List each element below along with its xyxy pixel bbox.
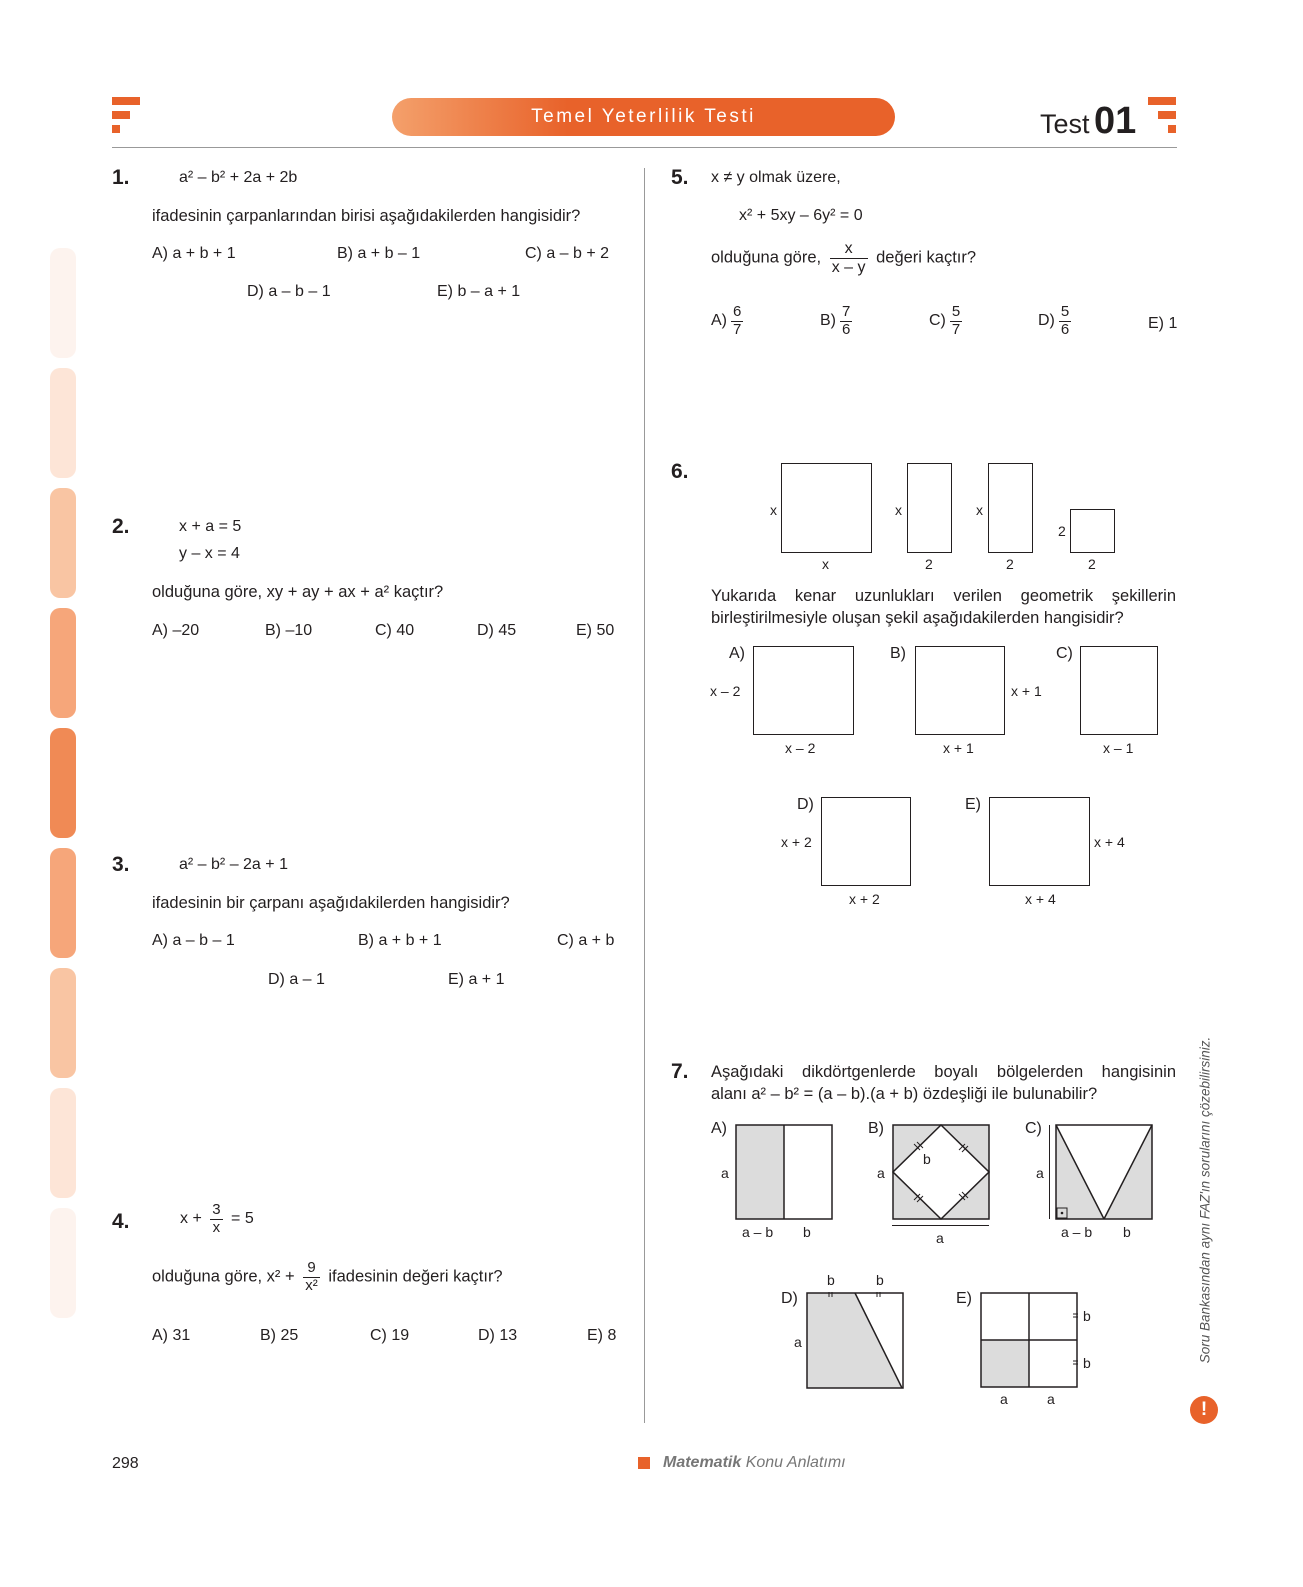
- q7-option-a-label[interactable]: A): [711, 1120, 727, 1137]
- q5-option-a[interactable]: A) $\frac{6}{7}$: [711, 303, 742, 338]
- q6-shape-label: x: [770, 502, 777, 518]
- test-logo-icon: [1148, 97, 1178, 137]
- q6-option-c-square[interactable]: [1080, 646, 1158, 735]
- q6-shape-label: x: [976, 502, 983, 518]
- q6-option-c-label[interactable]: C): [1056, 645, 1073, 662]
- q7-b-label-b: b: [923, 1151, 931, 1167]
- q5-option-d[interactable]: D) $\frac{5}{6}$: [1038, 303, 1070, 338]
- q6-option-e-side: x + 4: [1094, 834, 1125, 850]
- q7-c-side-line: [1049, 1125, 1050, 1219]
- q6-option-e-bottom: x + 4: [1025, 891, 1056, 907]
- q6-shape-rect-x2-a: [907, 463, 952, 553]
- q7-e-label-a1: a: [1000, 1391, 1008, 1407]
- q6-shape-label: x: [895, 502, 902, 518]
- column-divider: [644, 168, 645, 1423]
- q6-shape-rect-x2-b: [988, 463, 1033, 553]
- q7-e-label-b2: b: [1083, 1355, 1091, 1371]
- q7-d-label-b1: b: [827, 1272, 835, 1288]
- q7-e-label-b1: b: [1083, 1308, 1091, 1324]
- header-rule: [112, 147, 1177, 148]
- q1-question: ifadesinin çarpanlarından birisi aşağıdakilerden hangisidir?: [152, 207, 581, 225]
- q7-b-base-line: [892, 1225, 989, 1226]
- q7-a-label-amb: a – b: [742, 1224, 774, 1240]
- q2-option-c[interactable]: C) 40: [375, 622, 415, 639]
- side-tab-2: [50, 368, 76, 478]
- q6-question-line-1: Yukarıda kenar uzunlukları verilen geometrik şekillerin: [711, 587, 1176, 605]
- q6-shape-label: 2: [1006, 556, 1014, 572]
- q7-c-label-b: b: [1123, 1224, 1131, 1240]
- q7-option-d-label[interactable]: D): [781, 1290, 798, 1307]
- q1-option-b[interactable]: B) a + b – 1: [337, 245, 421, 262]
- q6-shape-label: 2: [1088, 556, 1096, 572]
- side-tab-3: [50, 488, 76, 598]
- q2-option-e[interactable]: E) 50: [576, 622, 615, 639]
- q5-number: 5.: [671, 166, 689, 189]
- q2-equation-2: y – x = 4: [179, 545, 240, 562]
- q7-c-label-amb: a – b: [1061, 1224, 1093, 1240]
- q5-option-e[interactable]: E) 1: [1148, 315, 1178, 332]
- header-banner: [392, 98, 895, 136]
- q6-question-line-2: birleştirilmesiyle oluşan şekil aşağıdakilerden hangisidir?: [711, 609, 1124, 627]
- test-number: Test 01: [1040, 100, 1137, 142]
- q2-option-d[interactable]: D) 45: [477, 622, 517, 639]
- q6-option-a-bottom: x – 2: [785, 740, 816, 756]
- q6-shape-square-2: [1070, 509, 1115, 553]
- q5-option-b[interactable]: B) $\frac{7}{6}$: [820, 303, 851, 338]
- q6-option-d-bottom: x + 2: [849, 891, 880, 907]
- q6-option-d-side: x + 2: [781, 834, 812, 850]
- q7-d-label-b2: b: [876, 1272, 884, 1288]
- side-tab-4: [50, 608, 76, 718]
- q6-option-e-square[interactable]: [989, 797, 1090, 886]
- q6-number: 6.: [671, 460, 689, 483]
- q6-option-a-square[interactable]: [753, 646, 854, 735]
- side-tab-8: [50, 1088, 76, 1198]
- q5-option-c[interactable]: C) $\frac{5}{7}$: [929, 303, 961, 338]
- publisher-logo-icon: [112, 97, 142, 137]
- q6-option-b-square[interactable]: [915, 646, 1005, 735]
- q1-number: 1.: [112, 166, 130, 189]
- q7-a-label-a: a: [721, 1165, 729, 1181]
- q7-option-b-figure[interactable]: [892, 1124, 990, 1220]
- q4-option-e[interactable]: E) 8: [587, 1327, 617, 1344]
- q6-shape-label: 2: [1058, 523, 1066, 539]
- q1-option-e[interactable]: E) b – a + 1: [437, 283, 521, 300]
- q2-option-a[interactable]: A) –20: [152, 622, 200, 639]
- q3-option-b[interactable]: B) a + b + 1: [358, 932, 442, 949]
- side-tab-7: [50, 968, 76, 1078]
- q1-option-d[interactable]: D) a – b – 1: [247, 283, 331, 300]
- q3-number: 3.: [112, 853, 130, 876]
- q6-option-b-bottom: x + 1: [943, 740, 974, 756]
- q6-shape-square-x: [781, 463, 872, 553]
- q7-option-e-figure[interactable]: [980, 1292, 1078, 1388]
- q3-option-d[interactable]: D) a – 1: [268, 971, 325, 988]
- q7-option-c-label[interactable]: C): [1025, 1120, 1042, 1137]
- side-tab-5: [50, 728, 76, 838]
- q7-question-line-1: Aşağıdaki dikdörtgenlerde boyalı bölgelerden hangisinin: [711, 1063, 1176, 1081]
- q2-equation-1: x + a = 5: [179, 518, 242, 535]
- q7-option-d-figure[interactable]: [806, 1292, 904, 1390]
- q5-condition: x ≠ y olmak üzere,: [711, 169, 841, 186]
- q7-c-label-a: a: [1036, 1165, 1044, 1181]
- q6-option-a-label[interactable]: A): [729, 645, 745, 662]
- q6-option-e-label[interactable]: E): [965, 796, 981, 813]
- q3-question: ifadesinin bir çarpanı aşağıdakilerden hangisidir?: [152, 894, 510, 912]
- footer-square-icon: [638, 1457, 650, 1469]
- q7-a-label-b: b: [803, 1224, 811, 1240]
- q1-expression: a² – b² + 2a + 2b: [179, 169, 298, 186]
- q5-question: olduğuna göre, $\frac{x}{x - y}$ değeri kaçtır?: [711, 240, 977, 276]
- q6-option-b-side: x + 1: [1011, 683, 1042, 699]
- q7-e-label-a2: a: [1047, 1391, 1055, 1407]
- q4-option-c[interactable]: C) 19: [370, 1327, 410, 1344]
- page-number: 298: [112, 1455, 139, 1472]
- q4-option-b[interactable]: B) 25: [260, 1327, 299, 1344]
- q3-expression: a² – b² – 2a + 1: [179, 856, 288, 873]
- q6-option-b-label[interactable]: B): [890, 645, 906, 662]
- q3-option-e[interactable]: E) a + 1: [448, 971, 505, 988]
- q7-option-b-label[interactable]: B): [868, 1120, 884, 1137]
- side-tab-9: [50, 1208, 76, 1318]
- q7-option-a-figure[interactable]: [735, 1124, 833, 1220]
- q2-number: 2.: [112, 515, 130, 538]
- q7-d-label-a: a: [794, 1334, 802, 1350]
- q7-b-label-a-bottom: a: [936, 1230, 944, 1246]
- q3-option-c[interactable]: C) a + b: [557, 932, 615, 949]
- q6-shape-label: x: [822, 556, 829, 572]
- side-tab-6: [50, 848, 76, 958]
- q4-number: 4.: [112, 1210, 130, 1233]
- q7-option-e-label[interactable]: E): [956, 1290, 972, 1307]
- q4-equation: x + $\frac{3}{x}$ = 5: [180, 1201, 254, 1236]
- q2-option-b[interactable]: B) –10: [265, 622, 313, 639]
- q6-option-d-square[interactable]: [821, 797, 911, 886]
- q7-number: 7.: [671, 1060, 689, 1083]
- q7-b-label-a: a: [877, 1165, 885, 1181]
- footer-subject: Matematik Konu Anlatımı: [663, 1454, 846, 1471]
- q5-equation: x² + 5xy – 6y² = 0: [739, 207, 863, 224]
- q3-option-a[interactable]: A) a – b – 1: [152, 932, 235, 949]
- q4-option-a[interactable]: A) 31: [152, 1327, 191, 1344]
- q4-question: olduğuna göre, x² + $\frac{9}{\text{x²}}$ ifadesinin değeri kaçtır?: [152, 1259, 503, 1294]
- q4-option-d[interactable]: D) 13: [478, 1327, 518, 1344]
- q6-shape-label: 2: [925, 556, 933, 572]
- side-tab-1: [50, 248, 76, 358]
- q6-option-c-bottom: x – 1: [1103, 740, 1134, 756]
- q1-option-a[interactable]: A) a + b + 1: [152, 245, 236, 262]
- q6-option-d-label[interactable]: D): [797, 796, 814, 813]
- info-badge-icon: !: [1190, 1396, 1218, 1424]
- q7-option-c-figure[interactable]: [1053, 1124, 1153, 1220]
- q1-option-c[interactable]: C) a – b + 2: [525, 245, 610, 262]
- q7-question-line-2: alanı a² – b² = (a – b).(a + b) özdeşliği ile bulunabilir?: [711, 1085, 1098, 1103]
- q6-option-a-side: x – 2: [710, 683, 741, 699]
- q2-question: olduğuna göre, xy + ay + ax + a² kaçtır?: [152, 583, 444, 601]
- banner-title: Temel Yeterlilik Testi: [531, 106, 756, 127]
